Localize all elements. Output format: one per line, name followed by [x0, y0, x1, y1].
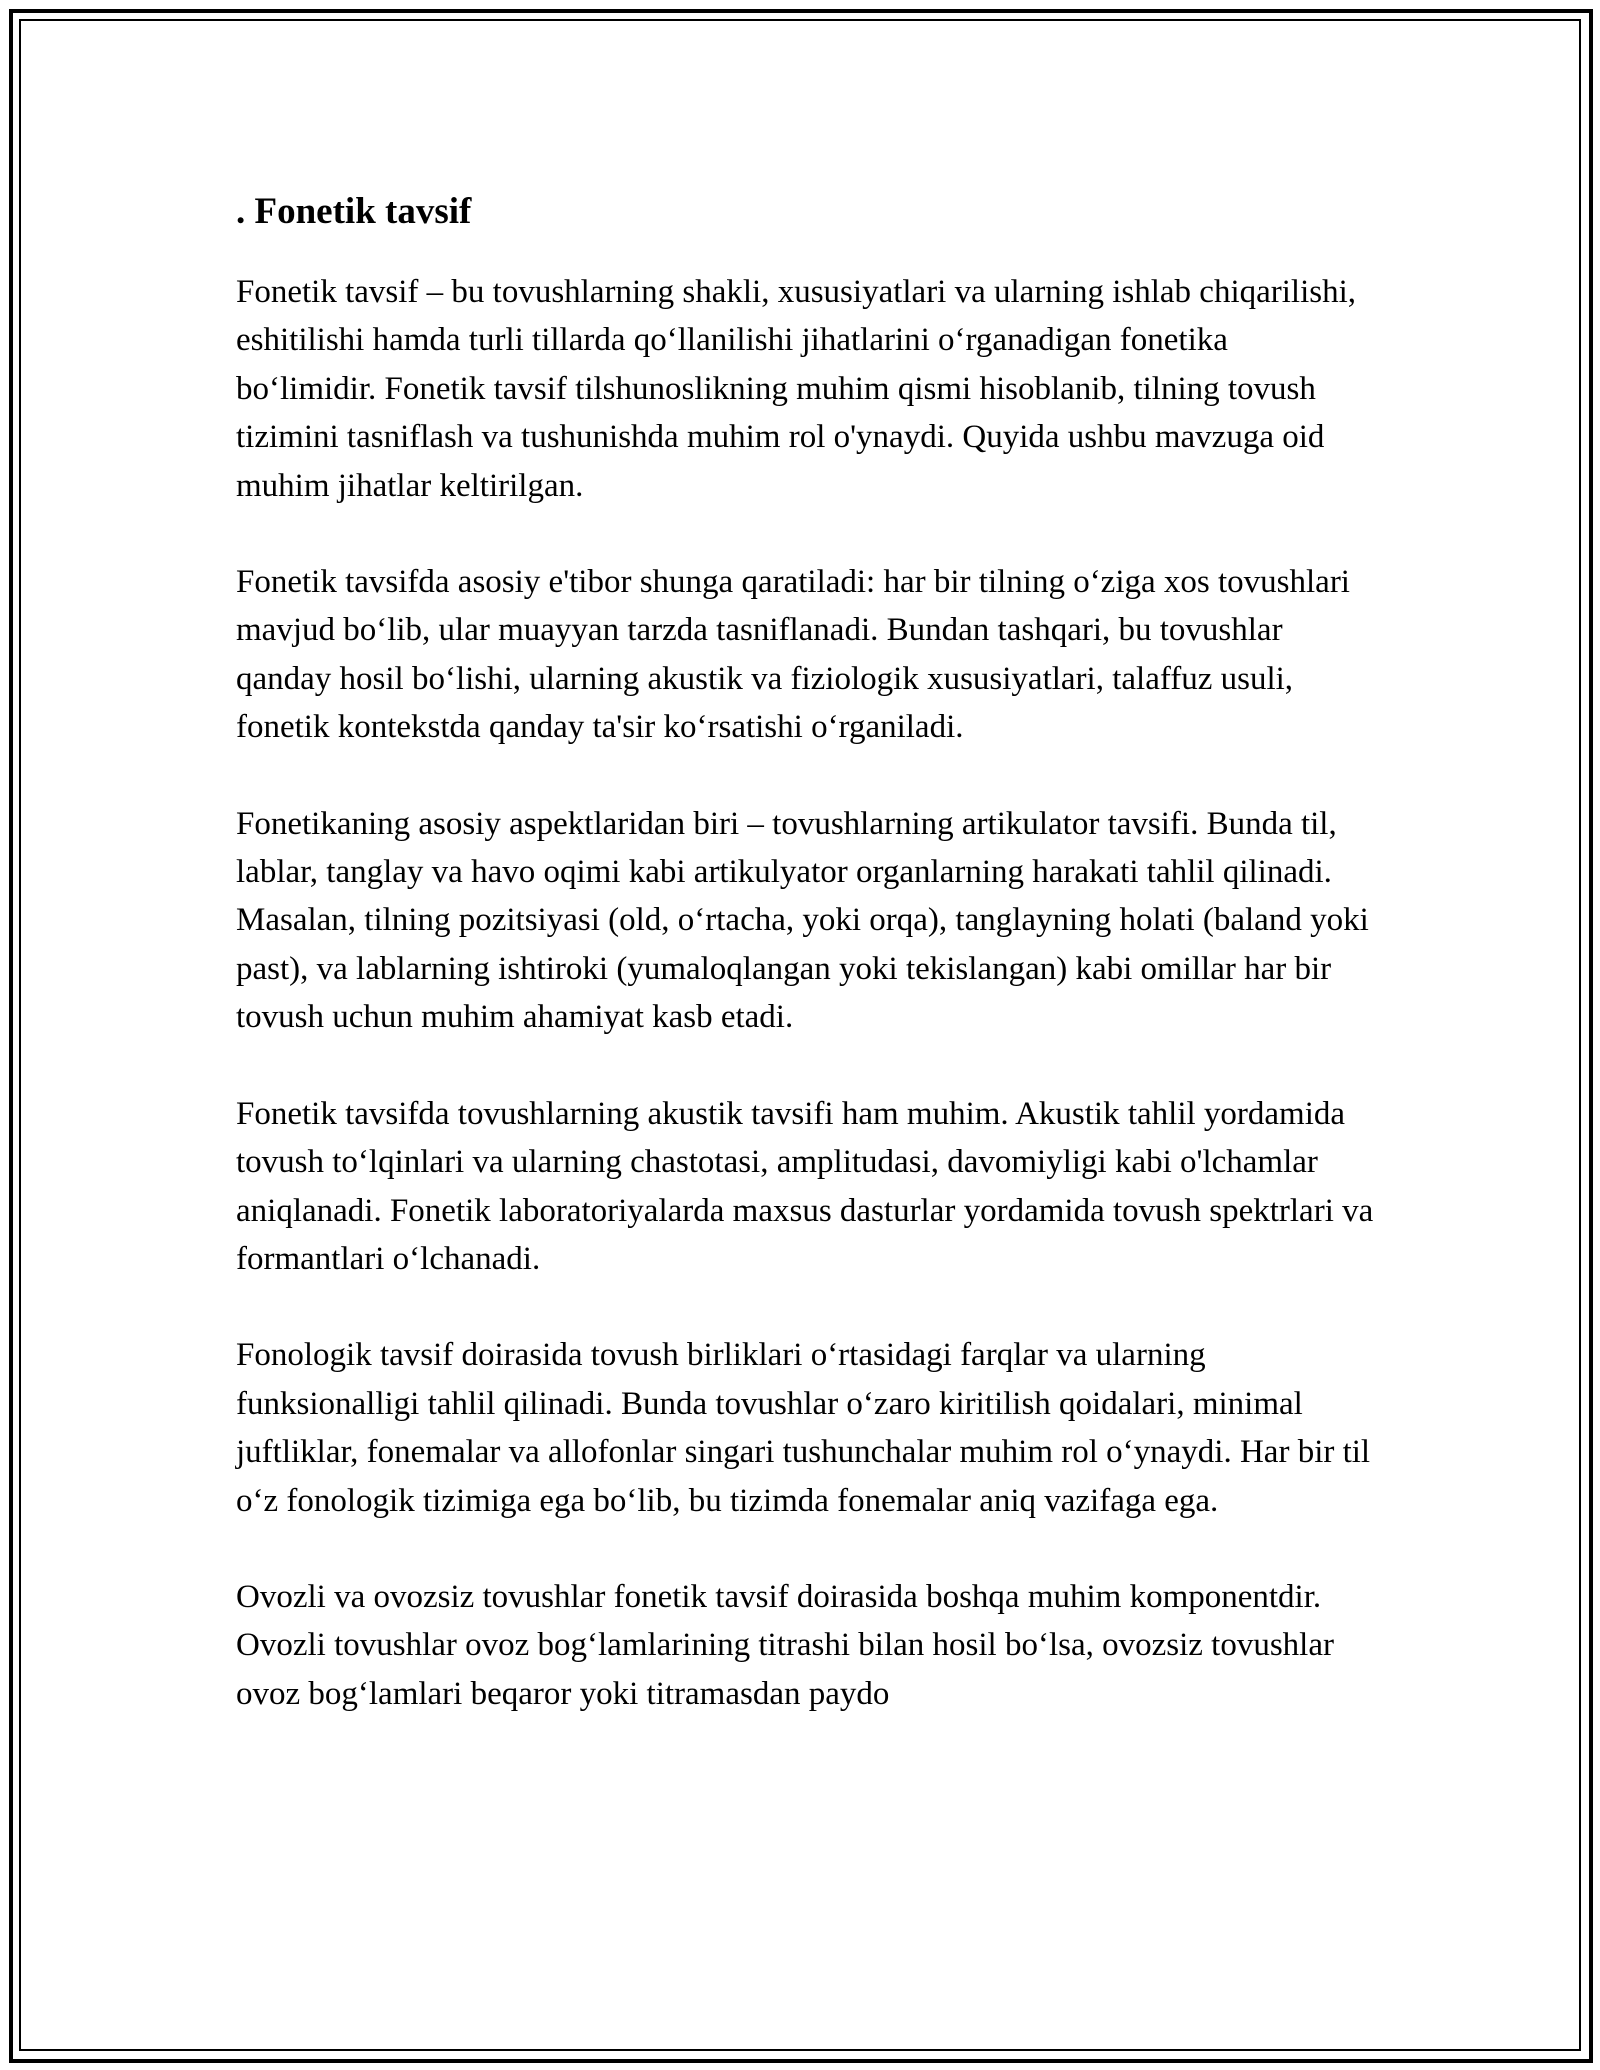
- paragraph-voiced-voiceless: Ovozli va ovozsiz tovushlar fonetik tavsif doirasida boshqa muhim komponentdir. Ovozli tovushlar ovoz bog‘lamlarining titrashi bilan hosil bo‘lsa, ovozsiz tovushlar ovoz bog‘lamlari beqaror yoki titramasdan paydo: [236, 1578, 1334, 1712]
- paragraph-intro: Fonetik tavsif – bu tovushlarning shakli, xususiyatlari va ularning ishlab chiqarilishi, eshitilishi hamda turli tillarda qo‘llanilishi jihatlarini o‘rganadigan fonetika bo‘limidir. Fonetik tavsif tilshunoslikning muhim qismi hisoblanib, tilning tovush tizimini tasniflash va tushunishda muhim rol o'ynaydi. Quyida ushbu mavzuga oid muhim jihatlar keltirilgan.: [236, 274, 1357, 504]
- paragraph-acoustic: Fonetik tavsifda tovushlarning akustik tavsifi ham muhim. Akustik tahlil yordamida tovush to‘lqinlari va ularning chastotasi, amplitudasi, davomiyligi kabi o'lchamlar aniqlanadi. Fonetik laboratoriyalarda maxsus dasturlar yordamida tovush spektrlari va formantlari o‘lchanadi.: [236, 1095, 1374, 1277]
- paragraph-phonological: Fonologik tavsif doirasida tovush birliklari o‘rtasidagi farqlar va ularning funksionalligi tahlil qilinadi. Bunda tovushlar o‘zaro kiritilish qoidalari, minimal juftliklar, fonemalar va allofonlar singari tushunchalar muhim rol o‘ynaydi. Har bir til o‘z fonologik tizimiga ega bo‘lib, bu tizimda fonemalar aniq vazifaga ega.: [236, 1337, 1371, 1519]
- document-body: [236, 186, 1376, 1766]
- document-title: . Fonetik tavsif: [236, 191, 472, 232]
- paragraph-focus: Fonetik tavsifda asosiy e'tibor shunga qaratiladi: har bir tilning o‘ziga xos tovushlari mavjud bo‘lib, ular muayyan tarzda tasniflanadi. Bundan tashqari, bu tovushlar qanday hosil bo‘lishi, ularning akustik va fiziologik xususiyatlari, talaffuz usuli, fonetik kontekstda qanday ta'sir ko‘rsatishi o‘rganiladi.: [236, 564, 1350, 746]
- paragraph-articulatory: Fonetikaning asosiy aspektlaridan biri – tovushlarning artikulator tavsifi. Bunda til, lablar, tanglay va havo oqimi kabi artikulyator organlarning harakati tahlil qilinadi. Masalan, tilning pozitsiyasi (old, o‘rtacha, yoki orqa), tanglayning holati (baland yoki past), va lablarning ishtiroki (yumaloqlangan yoki tekislangan) kabi omillar har bir tovush uchun muhim ahamiyat kasb etadi.: [236, 805, 1369, 1036]
